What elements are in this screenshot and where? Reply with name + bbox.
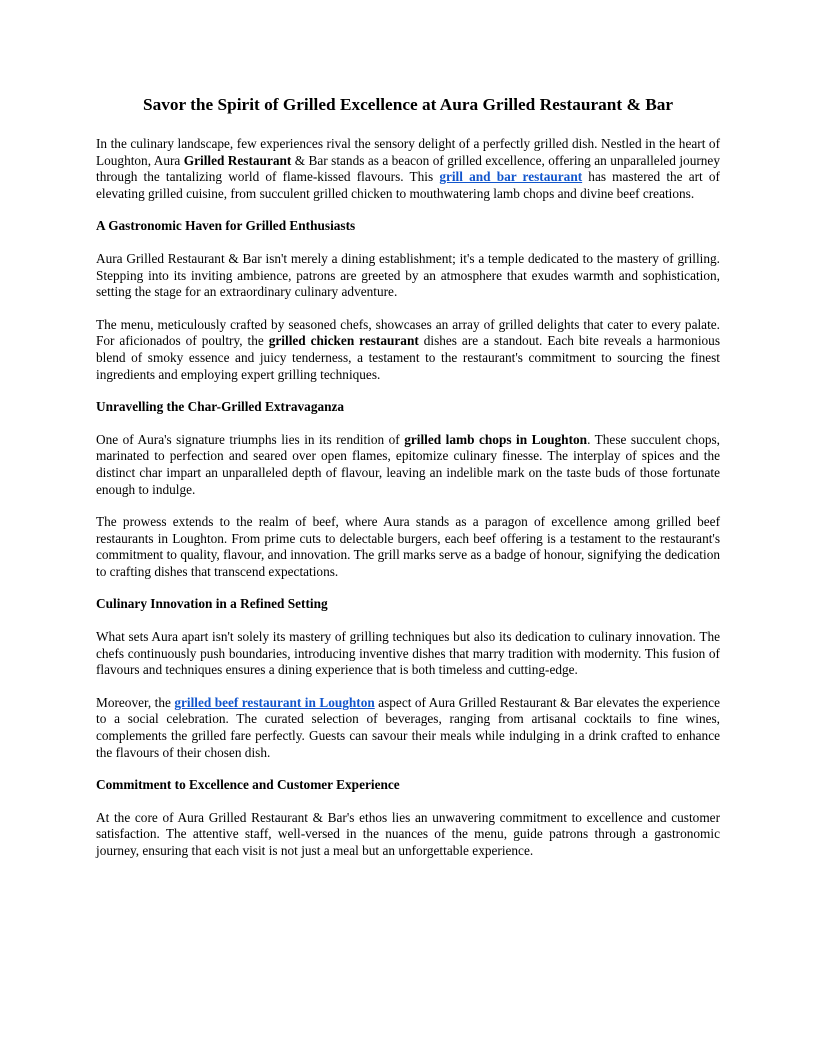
- s2p1-text-1: One of Aura's signature triumphs lies in its rendition of: [96, 431, 405, 447]
- section1-paragraph-2: [96, 317, 720, 383]
- section3-paragraph-1: What sets Aura apart isn't solely its mastery of grilling techniques but also its dedication to culinary innovation. The chefs continuously push boundaries, introducing inventive dishes that marry tradition with modernity. This fusion of flavours and techniques ensures a dining experience that is both timeless and cutting-edge.: [96, 629, 720, 678]
- grill-and-bar-restaurant-link[interactable]: grill and bar restaurant: [439, 169, 583, 185]
- section4-paragraph-1: At the core of Aura Grilled Restaurant & Bar's ethos lies an unwavering commitment to excellence and customer satisfaction. The attentive staff, well-versed in the nuances of the menu, guide patrons through a gastronomic journey, ensuring that each visit is not just a meal but an unforgettable experience.: [96, 809, 720, 858]
- s3p2-text-1: Moreover, the: [96, 694, 175, 710]
- s3p2-text-2: aspect of Aura Grilled Restaurant & Bar elevates the experience to a social celebration. The curated selection of beverages, ranging from artisanal cocktails to fine wines, complements the grilled fare perfectly. Guests can savour their meals while indulging in a drink crafted to enhance the flavours of their chosen dish.: [96, 694, 720, 760]
- document-page: [96, 94, 720, 876]
- s1p2-text-2: dishes are a standout. Each bite reveals a harmonious blend of smoky essence and juicy tenderness, a testament to the restaurant's commitment to sourcing the finest ingredients and employing expert grilling techniques.: [96, 333, 720, 382]
- s2p1-text-2: . These succulent chops, marinated to perfection and seared over open flames, epitomize culinary finesse. The interplay of spices and the distinct char impart an unparalleled depth of flavour, leaving an indelible mark on the taste buds of those fortunate enough to indulge.: [96, 431, 720, 497]
- section-heading-culinary-innovation: Culinary Innovation in a Refined Setting: [96, 596, 328, 612]
- section-heading-commitment: Commitment to Excellence and Customer Experience: [96, 777, 400, 793]
- page-title: Savor the Spirit of Grilled Excellence at Aura Grilled Restaurant & Bar: [142, 95, 674, 114]
- intro-text-2: & Bar stands as a beacon of grilled excellence, offering an unparalleled journey through the tantalizing world of flame-kissed flavours. This: [96, 152, 720, 185]
- section2-paragraph-1: [96, 432, 720, 498]
- intro-text-3: has mastered the art of elevating grilled cuisine, from succulent grilled chicken to mouthwatering lamb chops and divine beef creations.: [96, 169, 720, 201]
- section3-paragraph-2: [96, 695, 720, 761]
- section-heading-char-grilled: Unravelling the Char-Grilled Extravaganza: [96, 399, 345, 415]
- s1p2-bold-grilled-chicken: grilled chicken restaurant: [268, 333, 419, 349]
- s1p2-text-1: The menu, meticulously crafted by seasoned chefs, showcases an array of grilled delights that cater to every palate. For aficionados of poultry, the: [96, 316, 720, 349]
- section2-paragraph-2: The prowess extends to the realm of beef, where Aura stands as a paragon of excellence among grilled beef restaurants in Loughton. From prime cuts to delectable burgers, each beef offering is a testament to the restaurant's commitment to quality, flavour, and innovation. The grill marks serve as a badge of honour, signifying the dedication to crafting dishes that transcend expectations.: [96, 514, 720, 579]
- section-heading-gastronomic-haven: A Gastronomic Haven for Grilled Enthusiasts: [96, 218, 356, 234]
- intro-bold-grilled-restaurant: Grilled Restaurant: [183, 152, 292, 168]
- s2p1-bold-lamb-chops: grilled lamb chops in Loughton: [404, 431, 588, 447]
- grilled-beef-restaurant-link[interactable]: grilled beef restaurant in Loughton: [174, 694, 375, 710]
- intro-text-1: In the culinary landscape, few experiences rival the sensory delight of a perfectly grilled dish. Nestled in the heart of Loughton, Aura: [96, 136, 720, 168]
- intro-paragraph: [96, 136, 720, 202]
- section1-paragraph-1: Aura Grilled Restaurant & Bar isn't merely a dining establishment; it's a temple dedicated to the mastery of grilling. Stepping into its inviting ambience, patrons are greeted by an atmosphere that exudes warmth and sophistication, setting the stage for an extraordinary culinary adventure.: [96, 250, 720, 300]
